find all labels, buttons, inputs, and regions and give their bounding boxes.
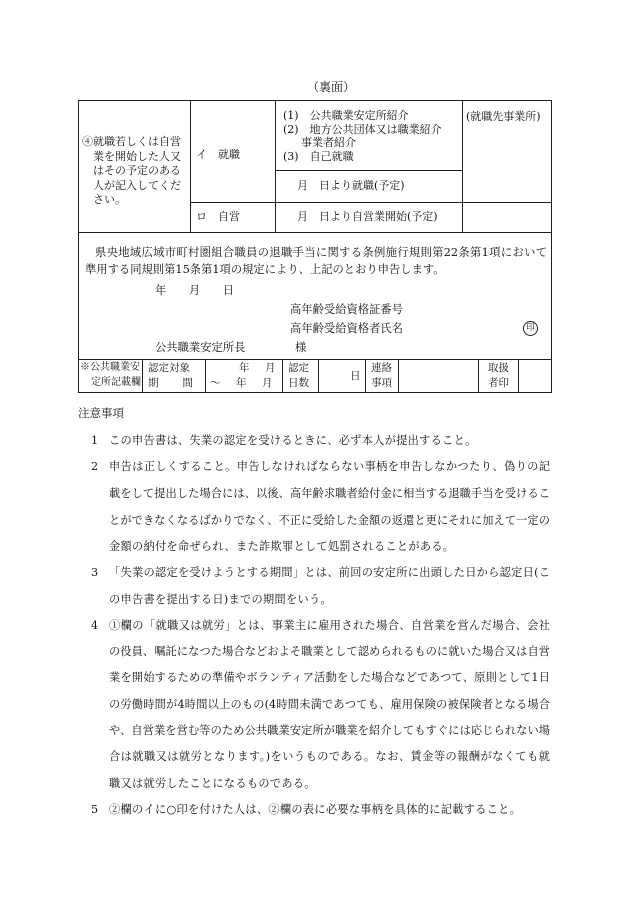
- period-value: [210, 361, 278, 390]
- note-line: 「失業の認定を受けようとする期間」とは、前回の安定所に出頭した日から認定日(こ: [109, 566, 550, 579]
- note-line: の申告書を提出する日)までの期間をいう。: [109, 593, 332, 606]
- office-use-label-line: 定所記載欄: [91, 376, 141, 388]
- note-line: 業を開始するための準備やボランティア活動をした場合などであつて、原則として1日: [109, 671, 550, 684]
- note-line: 合は就職又は就労となります。)をいうものである。なお、賃金等の報酬がなくても就: [109, 750, 550, 763]
- notes-title: 注意事項: [78, 406, 124, 420]
- table-rule: [551, 100, 552, 393]
- office-use-label-line: ※公共職業安: [80, 362, 140, 373]
- period-label: [148, 361, 194, 390]
- note-number: 5: [91, 803, 99, 816]
- table-rule: [462, 100, 463, 232]
- period-label-line: 期 間: [148, 376, 194, 389]
- self-employment-label: ロ 自営: [196, 210, 240, 223]
- table-rule: [398, 359, 399, 392]
- note-line: ①欄の「就職又は就労」とは、事業主に雇用された場合、自営業を営んだ場合、会社: [109, 619, 550, 632]
- addressee-honorific: 様: [295, 341, 307, 354]
- table-rule: [78, 100, 552, 101]
- contact-label-line: 事項: [371, 376, 392, 389]
- note-line: この申告書は、失業の認定を受けるときに、必ず本人が提出すること。: [109, 434, 477, 447]
- seal-mark: 印: [523, 321, 538, 336]
- job-section-label-line: はその予定のある: [93, 164, 181, 177]
- employment-start-date: 月 日より就職(予定): [297, 179, 405, 192]
- page-side-label: （裏面）: [307, 80, 356, 94]
- note-line: ②欄のイに○印を付けた人は、②欄の表に必要な事柄を具体的に記載すること。: [109, 803, 522, 816]
- note-number: 4: [91, 619, 99, 632]
- table-rule: [275, 100, 276, 232]
- note-line: とができなくなるばかりでなく、不正に受給した金額の返還と更にそれに加えて一定の: [109, 514, 550, 527]
- certificate-number-label: 高年齢受給資格証番号: [290, 303, 403, 316]
- job-section-label-line: ④就職若しくは自営: [82, 135, 181, 148]
- table-rule: [190, 100, 191, 232]
- self-employment-start-date: 月 日より自営業開始(予定): [297, 210, 438, 223]
- employment-route-option: (3) 自己就職: [283, 150, 354, 163]
- note-line: 職又は就労したことになるものである。: [109, 777, 316, 790]
- note-line: 申告は正しくすること。申告しなければならない事柄を申告しなかつたり、偽りの記: [109, 460, 550, 473]
- employment-route-option: 事業者紹介: [301, 136, 356, 149]
- note-line: 載をして提出した場合には、以後、高年齢求職者給付金に相当する退職手当を受けるこ: [109, 487, 550, 500]
- table-rule: [205, 359, 206, 392]
- handler-seal-label: [488, 361, 509, 390]
- period-label-line: 認定対象: [148, 362, 190, 374]
- table-rule: [275, 170, 462, 171]
- note-line: の労働時間が4時間以上のもの(4時間未満であつても、雇用保険の被保険者となる場合: [109, 698, 550, 711]
- table-rule: [365, 359, 366, 392]
- job-section-label-line: さい。: [93, 193, 126, 206]
- table-rule: [190, 202, 552, 203]
- note-number: 2: [91, 460, 99, 473]
- handler-seal-label-line: 取扱: [488, 362, 509, 374]
- period-value-line: 年 月: [239, 362, 278, 374]
- employment-route-option: (2) 地方公共団体又は職業紹介: [283, 123, 442, 136]
- table-rule: [78, 392, 552, 393]
- applicant-name-label: 高年齢受給資格者氏名: [290, 322, 403, 335]
- table-rule: [282, 359, 283, 392]
- contact-label: [371, 361, 392, 390]
- job-section-label-line: 人が記入してくだ: [93, 178, 181, 192]
- contact-label-line: 連絡: [371, 362, 392, 374]
- employment-label: イ 就職: [196, 148, 240, 161]
- table-rule: [318, 359, 319, 392]
- employer-label: (就職先事業所): [466, 110, 541, 123]
- declaration-line: 県央地域広域市町村圏組合職員の退職手当に関する条例施行規則第22条第1項において: [95, 246, 547, 259]
- note-line: や、自営業を営む等のため公共職業安定所が職業を紹介してもすぐには応じられない場: [109, 724, 550, 737]
- note-line: の役員、嘱託になつた場合などおよそ職業として認められるものに就いた場合又は自営: [109, 645, 550, 658]
- office-use-label: [80, 361, 141, 390]
- job-section-label: [82, 135, 181, 208]
- period-value-line: ～ 年 月: [210, 376, 275, 389]
- days-unit: 日: [350, 370, 361, 382]
- table-rule: [78, 232, 552, 233]
- note-number: 3: [91, 566, 99, 579]
- employment-route-option: (1) 公共職業安定所紹介: [283, 109, 409, 122]
- days-label-line: 日数: [288, 376, 309, 389]
- days-label-line: 認定: [288, 362, 309, 374]
- days-label: [288, 361, 309, 390]
- table-rule: [478, 359, 479, 392]
- table-rule: [78, 359, 552, 360]
- note-line: 金額の納付を命ぜられ、また詐欺罪として処罰されることがある。: [109, 540, 455, 553]
- table-rule: [518, 359, 519, 392]
- handler-seal-label-line: 者印: [488, 376, 509, 389]
- declaration-date: 年 月 日: [155, 284, 235, 297]
- job-section-label-line: 業を開始した人又: [93, 149, 181, 163]
- table-rule: [142, 359, 143, 392]
- note-number: 1: [91, 434, 99, 447]
- addressee: 公共職業安定所長: [155, 341, 246, 354]
- declaration-line: 準用する同規則第15条第1項の規定により、上記のとおり申告します。: [85, 263, 445, 276]
- table-rule: [78, 100, 79, 393]
